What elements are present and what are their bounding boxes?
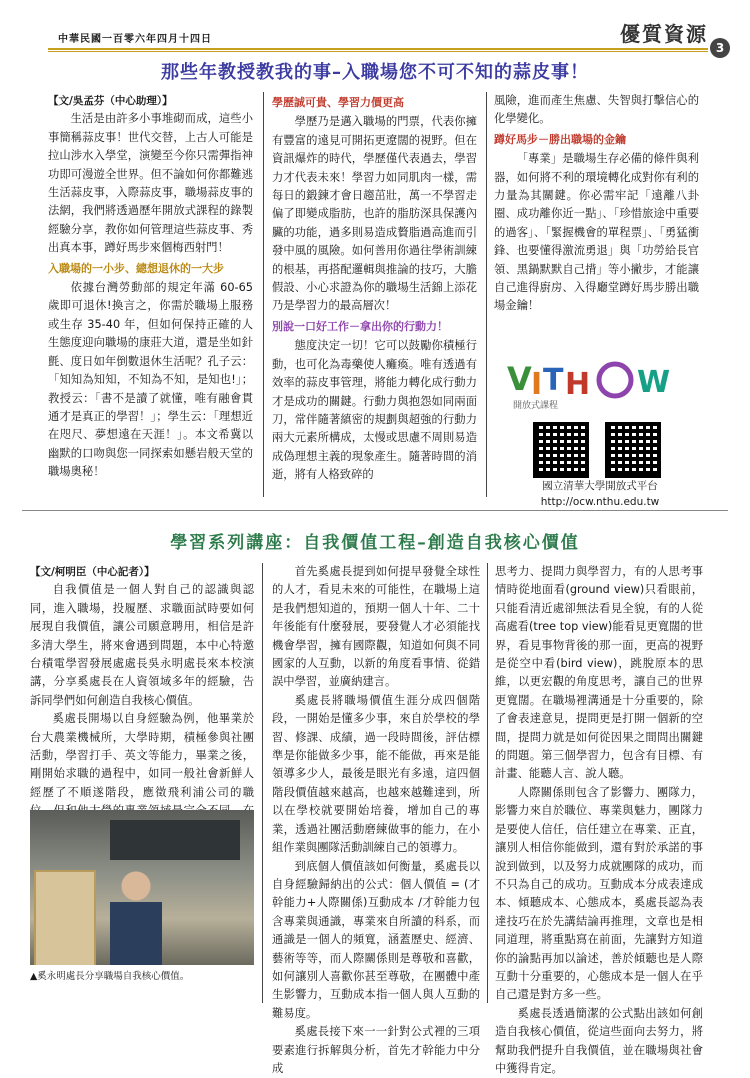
article2-col3-p1: 思考力、提問力與學習力，有的人思考事情時從地面看(ground view)只看眼前，只能看清近處卻無法看見全貌，有的人從高處看(tree top view)能看見更寬闊的世界，看見事物背後的那一面，更高的視野是從空中看(bird view)，跳脫原本的思維，以更宏觀的角度思考，讓自己的世界更寬闊。在職場裡溝通是十分重要的，除了會表達意見，提問更是打開一個新的空間，提問力就是如何從因果之間問出關鍵的問題。第三個學習力，包含有目標、有計畫、能聽人言、說人聽。 — [495, 565, 703, 781]
lecture-photo — [30, 810, 254, 965]
podium — [34, 870, 96, 965]
article2-col2-p2: 奚處長將職場價值生涯分成四個階段，一開始是懂多少事，來自於學校的學習、修課、成績，過一段時間後，評估標準是你能做多少事，能不能做，再來是能領導多少人，最後是眼光有多遠，這四個階段價值越來越高，也越來越難達到，所以在學校就要開始培養，增加自己的專業，透過社團活動磨練做事的能力，在小組作業與團隊活動訓練自己的領導力。 — [272, 693, 480, 855]
article1-subheading-1: 入職場的一小步、總想退休的一大步 — [48, 261, 224, 275]
article1-subheading-2: 學歷誠可貴、學習力價更高 — [272, 96, 404, 109]
article2-col2-p1: 首先奚處長提到如何提早發覺全球性的人才，看見未來的可能性，在職場上這是我們想知道的，預期一個人十年、二十年後能有什麼發展，要發覺人才必須能找機會學習，擁有國際觀，知道如何與不同國家的人互動，以新的角度看事情、從錯誤中學習，並廣納建言。 — [272, 565, 480, 689]
column-divider — [486, 92, 487, 497]
article1-col2-p1: 學歷乃是邁入職場的門票，代表你擁有豐富的遠見可開拓更遼闊的視野。但在資訊爆炸的時代，學歷僅代表過去，學習力才代表未來！學習力如同肌肉一樣，需每日的鍛鍊才會日趨茁壯，萬一不學習走偏了即變成脂肪，也許的脂肪深具保護內臟的功能，過多則易造成贅脂過高進而引發中風的風險。如何善用你過往學術訓練的根基，再搭配邏輯與推論的技巧，大膽假設、小心求證為你的職場生活錦上添花乃是學習力的最高層次！ — [272, 115, 477, 313]
article1-column-3 — [494, 92, 699, 316]
article1-subheading-4: 蹲好馬步－勝出職場的金鑰 — [494, 132, 626, 146]
page-number-badge: 3 — [710, 38, 730, 58]
article2-col3-p3: 奚處長透過簡潔的公式點出該如何創造自我核心價值，從這些面向去努力，將幫助我們提升自我價值，並在職場與社會中獲得肯定。 — [495, 1006, 703, 1075]
article2-column-2 — [272, 563, 480, 1078]
header-rule-thin — [48, 51, 708, 52]
section-brand: 優質資源 — [620, 22, 708, 46]
article2-col2-p3: 到底個人價值該如何衡量，奚處長以自身經驗歸納出的公式：個人價值 = (才幹能力+人際關係)互動成本 /才幹能力包含專業與通識，專業來自所讀的科系，而通識是一個人的頻寬，涵蓋歷史、經濟、藝術等等，而人際關係則是尊敬和喜歡，如何讓別人喜歡你甚至尊敬，在團體中產生影響力，互動成本指一個人與人互動的難易度。 — [272, 859, 480, 1020]
article1-column-2 — [272, 92, 477, 485]
qr-code-left[interactable] — [533, 422, 589, 478]
article1-subheading-3: 別說一口好工作－拿出你的行動力！ — [272, 319, 448, 333]
speaker — [110, 868, 162, 965]
article2-title: 學習系列講座：自我價值工程–創造自我核心價值 — [170, 533, 580, 553]
article1-col3-p1: 風險，進而產生焦慮、失智與打擊信心的化學變化。 — [494, 94, 699, 126]
svg-text:V: V — [507, 360, 532, 398]
ocw-logo-text: 開放式課程 — [513, 401, 559, 410]
platform-url[interactable]: http://ocw.nthu.edu.tw — [540, 496, 660, 508]
column-divider — [487, 563, 488, 1003]
article2-byline: 【文/柯明臣（中心記者）】 — [30, 566, 155, 578]
article1-title: 那些年教授教我的事–入職場您不可不知的蒜皮事！ — [161, 62, 589, 83]
article1-byline: 【文/吳孟芬（中心助理）】 — [48, 95, 173, 107]
svg-text:I: I — [531, 367, 543, 402]
photo-caption: ▲奚永明處長分享職場自我核心價值。 — [30, 971, 190, 982]
section-divider — [22, 510, 728, 511]
article2-col1-p2: 奚處長開場以自身經驗為例，他畢業於台大農業機械所，大學時期，積極參與社團活動，學習打手、英文等能力，畢業之後，剛開始求職的過程中，如同一般社會新鮮人經歷了不順遂階段，應徵飛利浦公司的職 — [30, 712, 254, 799]
article1-col2-p2: 態度決定一切！它可以鼓勵你積極行動，也可化為毒藥使人癱瘓。唯有透過有效率的蒜皮事管理，將能力轉化成行動力才是成功的關鍵。行動力與抱怨如同兩面刀，常伴隨著縝密的規劃與超強的行動力兩大元素所構成，太慢或思慮不周則易造成偽理想主義的現象產生。隨著時間的消逝，將有人格致碎的 — [272, 339, 477, 482]
qr-code-right[interactable] — [605, 422, 661, 478]
column-divider — [263, 92, 264, 497]
qr-caption — [510, 478, 690, 510]
header-rule — [48, 48, 708, 50]
column-divider — [262, 563, 263, 1003]
article1-column-1 — [48, 92, 253, 482]
article2-col1-p1: 自我價值是一個人對自己的認識與認同，進入職場，投履歷、求職面試時要如何展現自我價值，讓公司願意聘用，相信是許多清大學生，將來會遇到問題，本中心特邀台積電學習發展處處長吳永明處長來本校演講，分享奚處長在人資領域多年的經驗，告訴同學們如何創造自我核心價值。 — [30, 583, 254, 707]
article2-col2-p4: 奚處長接下來一一針對公式裡的三項要素進行拆解與分析，首先才幹能力中分成 — [272, 1025, 480, 1075]
svg-text:H: H — [565, 367, 591, 402]
article1-col3-p2: 「專業」是職場生存必備的條件與利器，如何將不利的環境轉化成對你有利的力量為其關鍵。你必需牢記「遠離八卦圈、成功離你近一點」、「珍惜旅途中重要的過客」、「緊握機會的單程票」、「勇猛衝鋒、也要懂得激流勇退」與「功勞給長官領、黑鍋默默自己揹」等小撇步，才能讓自己進得廚房、入得廳堂蹲好馬步勝出職場金鑰！ — [494, 152, 699, 313]
article2-col3-p2: 人際關係則包含了影響力、團隊力，影響力來自於職位、專業與魅力，團隊力是要使人信任，信任建立在專業、正直，讓別人相信你能做到，還有對於承諾的事說到做到，以及努力成就團隊的成功，而不只為自己的成功。互動成本分成表達成本、傾聽成本、心態成本，奚處長認為表達技巧在於先講結論再推理，文章也是相同道理，將重點寫在前面，先讓對方知道你的論點再加以論述，善於傾聽也是人際互動十分重要的，心態成本是一個人在乎自己還是對方多一些。 — [495, 785, 703, 1002]
issue-date: 中華民國一百零六年四月十四日 — [58, 34, 212, 45]
projector-screen — [110, 820, 240, 860]
ocw-logo — [505, 350, 685, 410]
article1-col1-p2: 依據台灣勞動部的規定年滿 60-65 歲即可退休!換言之，你需於職場上服務或生存 35-40 年，但如何保持正確的人生態度迎向職場的康莊大道，還是坐如針氈、度日如年倒數退休生活呢？孔子云：「知知為知知，不知為不知，是知也!」；教授云：「書不是讀了就懂，唯有融會貫通才是真正的學習！」；學生云：「理想近在咫尺、夢想遠在天涯！」。本文希冀以幽默的口吻與您一同探索如懸岩般天堂的職場奧秘！ — [48, 281, 253, 479]
svg-text:W: W — [637, 365, 671, 400]
article2-column-3 — [495, 563, 703, 1078]
svg-text:T: T — [543, 363, 564, 398]
article1-col1-p1: 生活是由許多小事堆砌而成，這些小事簡稱蒜皮事！世代交替，上古人可能是拉山涉水入學堂，演變至今你只需彈指神功即可漫遊全世界。但不論如何你都難逃生活蒜皮事，入際蒜皮事，職場蒜皮事的法網，我們將透過歷年開放式課程的錄製經驗分享，教你如何管理這些蒜皮事、秀出真本事，蹲好馬步來個梅西射門！ — [48, 112, 253, 255]
platform-name: 國立清華大學開放式平台 — [542, 480, 658, 492]
